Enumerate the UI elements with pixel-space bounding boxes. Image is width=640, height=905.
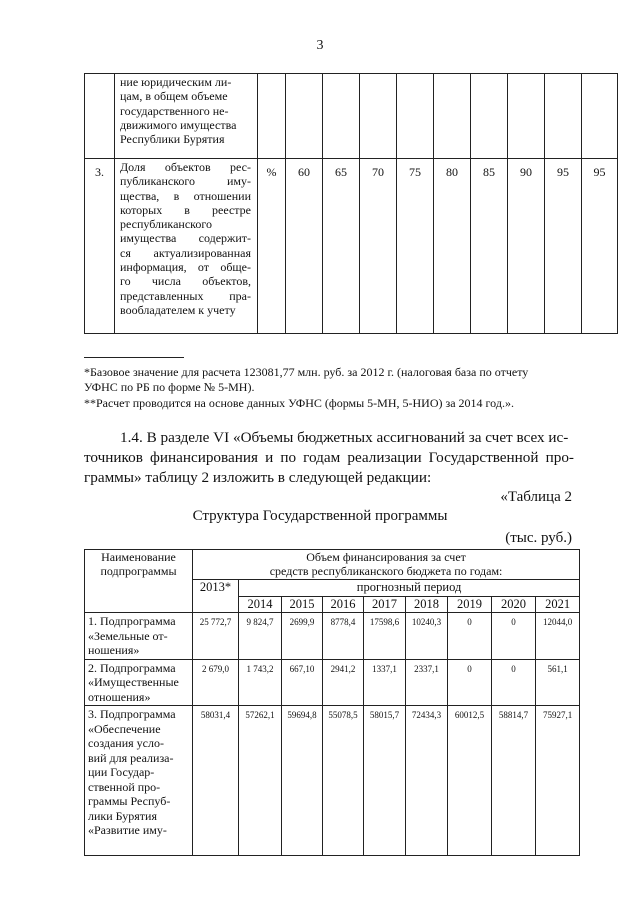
name-line: создания усло- xyxy=(88,736,164,750)
subprogram-name-header xyxy=(85,550,193,613)
value-cell: 95 xyxy=(545,159,582,334)
description-line: государственного не- xyxy=(120,103,229,118)
name-line: «Развитие иму- xyxy=(88,823,167,837)
value-cell: 1337,1 xyxy=(364,659,406,706)
name-line: 1. Подпрограмма xyxy=(88,614,176,628)
name-line: отношения» xyxy=(88,689,151,704)
value-cell: 9 824,7 xyxy=(239,613,282,660)
value-cell xyxy=(360,74,397,159)
paragraph-line: граммы» таблицу 2 изложить в следующей редакции: xyxy=(84,469,432,486)
value-cell: 58015,7 xyxy=(364,706,406,856)
year-header: 2021 xyxy=(536,596,580,613)
value-cell: 57262,1 xyxy=(239,706,282,856)
name-line: «Земельные от- xyxy=(88,628,168,643)
name-line: граммы Респуб- xyxy=(88,794,171,808)
table-row xyxy=(85,74,618,159)
name-line: ственной про- xyxy=(88,779,161,794)
description-line: информация, от обще- xyxy=(120,260,251,275)
subprogram-name-cell xyxy=(85,613,193,660)
value-cell xyxy=(508,74,545,159)
description-line: которых в реестре xyxy=(120,202,251,217)
value-cell: 60012,5 xyxy=(448,706,492,856)
unit-cell: % xyxy=(258,159,286,334)
row-number-cell xyxy=(85,74,115,159)
value-cell: 2 679,0 xyxy=(193,659,239,706)
indicators-table xyxy=(84,73,618,334)
value-cell: 1 743,2 xyxy=(239,659,282,706)
description-line: представленных пра- xyxy=(120,288,251,303)
footnote-calculation: **Расчет проводится на основе данных УФНС (формы 5-МН, 5-НИО) за 2014 год.». xyxy=(84,396,514,410)
forecast-period-header: прогнозный период xyxy=(239,580,580,597)
value-cell: 59694,8 xyxy=(282,706,323,856)
value-cell: 58031,4 xyxy=(193,706,239,856)
value-cell: 60 xyxy=(286,159,323,334)
name-line: ношения» xyxy=(88,643,140,657)
year-header: 2016 xyxy=(323,596,364,613)
value-cell: 75 xyxy=(397,159,434,334)
description-line: Республики Бурятия xyxy=(120,132,225,147)
table-row xyxy=(85,659,580,706)
indicator-description-cell xyxy=(115,74,258,159)
value-cell: 561,1 xyxy=(536,659,580,706)
name-line: «Обеспечение xyxy=(88,721,161,736)
name-line: 2. Подпрограмма xyxy=(88,660,176,675)
description-line: го числа объектов, xyxy=(120,274,251,289)
description-line: вообладателем к учету xyxy=(120,302,236,317)
value-cell: 12044,0 xyxy=(536,613,580,660)
value-cell xyxy=(286,74,323,159)
table-header-row xyxy=(85,550,580,580)
year-header: 2020 xyxy=(492,596,536,613)
value-cell: 72434,3 xyxy=(406,706,448,856)
name-line: ции Государ- xyxy=(88,765,155,779)
paragraph-line: 1.4. В разделе VI «Объемы бюджетных ассигнований за счет всех ис- xyxy=(120,429,569,446)
value-cell: 70 xyxy=(360,159,397,334)
value-cell: 75927,1 xyxy=(536,706,580,856)
table-caption: «Таблица 2 xyxy=(500,489,572,505)
footnote-base-value: *Базовое значение для расчета 123081,77 млн. руб. за 2012 г. (налоговая база по отчету xyxy=(84,365,529,379)
year-header: 2017 xyxy=(364,596,406,613)
value-cell xyxy=(323,74,360,159)
page-number: 3 xyxy=(316,38,324,53)
value-cell xyxy=(545,74,582,159)
year-header: 2019 xyxy=(448,596,492,613)
value-cell: 25 772,7 xyxy=(193,613,239,660)
value-cell: 65 xyxy=(323,159,360,334)
year-header: 2014 xyxy=(239,596,282,613)
paragraph-line: точников финансирования и по годам реализации Государственной про- xyxy=(84,449,574,466)
header-line: подпрограммы xyxy=(100,563,177,578)
value-cell xyxy=(434,74,471,159)
value-cell: 95 xyxy=(582,159,618,334)
header-line: Объем финансирования за счет xyxy=(306,550,466,564)
table-title: Структура Государственной программы xyxy=(192,508,448,524)
description-line: республиканского xyxy=(120,217,212,232)
value-cell xyxy=(397,74,434,159)
value-cell: 0 xyxy=(448,613,492,660)
year-header: 2015 xyxy=(282,596,323,613)
description-line: Доля объектов рес- xyxy=(120,160,251,174)
table-row xyxy=(85,159,618,334)
row-number-cell: 3. xyxy=(85,159,115,334)
footnote-divider xyxy=(84,357,184,358)
value-cell: 80 xyxy=(434,159,471,334)
year-base-header: 2013* xyxy=(193,580,239,613)
value-cell xyxy=(582,74,618,159)
indicator-description-cell xyxy=(115,159,258,334)
description-line: имущества содержит- xyxy=(120,231,251,246)
description-line: щества, в отношении xyxy=(120,188,251,203)
value-cell: 85 xyxy=(471,159,508,334)
value-cell: 90 xyxy=(508,159,545,334)
value-cell: 2699,9 xyxy=(282,613,323,660)
name-line: 3. Подпрограмма xyxy=(88,707,176,721)
value-cell: 2337,1 xyxy=(406,659,448,706)
description-line: ние юридическим ли- xyxy=(120,75,232,89)
value-cell: 58814,7 xyxy=(492,706,536,856)
name-line: вий для реализа- xyxy=(88,750,174,765)
value-cell: 2941,2 xyxy=(323,659,364,706)
value-cell: 0 xyxy=(492,613,536,660)
value-cell xyxy=(471,74,508,159)
header-line: Наименование xyxy=(101,550,176,564)
subprogram-name-cell xyxy=(85,706,193,856)
financing-volume-header xyxy=(193,550,580,580)
header-line: средств республиканского бюджета по годам: xyxy=(269,563,503,578)
description-line: движимого имущества xyxy=(120,117,237,132)
value-cell: 667,10 xyxy=(282,659,323,706)
year-header: 2018 xyxy=(406,596,448,613)
value-cell: 0 xyxy=(492,659,536,706)
value-cell: 55078,5 xyxy=(323,706,364,856)
subprogram-name-cell xyxy=(85,659,193,706)
table-row xyxy=(85,613,580,660)
value-cell: 17598,6 xyxy=(364,613,406,660)
value-cell: 0 xyxy=(448,659,492,706)
name-line: лики Бурятия xyxy=(88,808,157,823)
table-unit: (тыс. руб.) xyxy=(505,530,572,546)
footnote-base-value-cont: УФНС по РБ по форме № 5-МН). xyxy=(84,380,255,394)
table-row xyxy=(85,706,580,856)
value-cell: 8778,4 xyxy=(323,613,364,660)
value-cell: 10240,3 xyxy=(406,613,448,660)
description-line: цам, в общем объеме xyxy=(120,89,228,104)
description-line: публиканского иму- xyxy=(120,174,251,189)
unit-cell xyxy=(258,74,286,159)
financing-table xyxy=(84,549,580,856)
description-line: ся актуализированная xyxy=(120,245,251,260)
name-line: «Имущественные xyxy=(88,675,179,689)
